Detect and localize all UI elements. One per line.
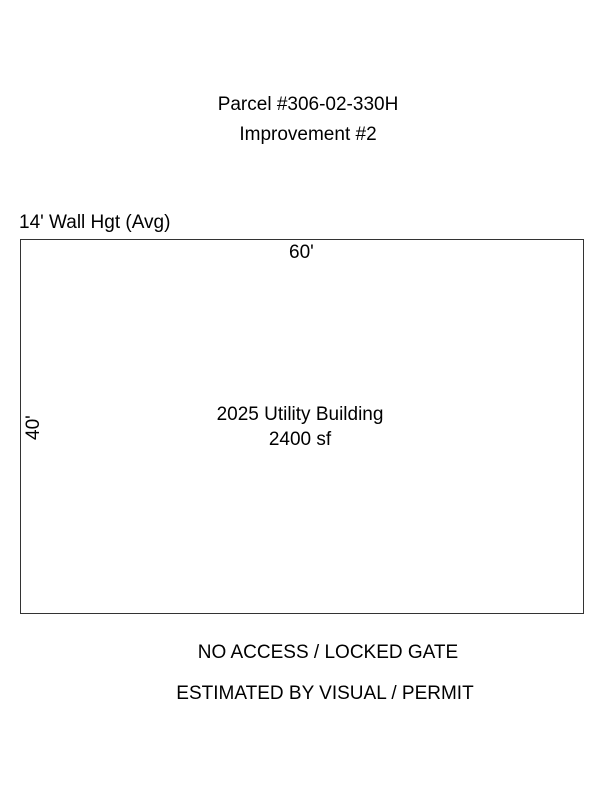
improvement-title: Improvement #2 — [239, 124, 377, 145]
building-label: 2025 Utility Building — [216, 404, 384, 425]
depth-dimension-label: 40' — [23, 415, 44, 440]
wall-height-label: 14' Wall Hgt (Avg) — [19, 212, 171, 233]
parcel-title: Parcel #306-02-330H — [217, 94, 399, 115]
building-outline — [20, 239, 584, 614]
building-area-label: 2400 sf — [268, 429, 332, 450]
estimate-note: ESTIMATED BY VISUAL / PERMIT — [176, 683, 474, 704]
width-dimension-label: 60' — [289, 242, 314, 263]
access-note: NO ACCESS / LOCKED GATE — [197, 642, 459, 663]
